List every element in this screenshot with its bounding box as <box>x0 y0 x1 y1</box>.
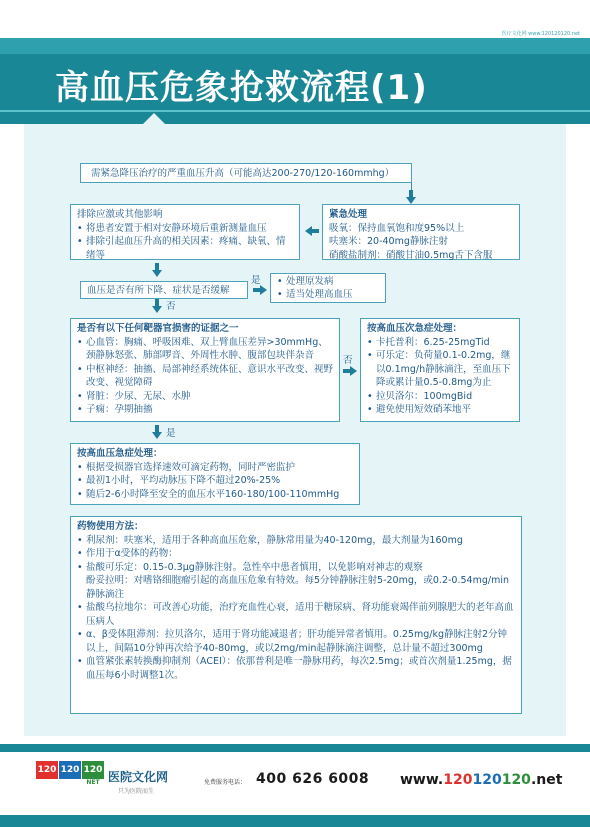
list-item: • 避免使用短效硝苯地平 <box>367 403 513 417</box>
drugs-box <box>70 516 522 714</box>
arrow-down-icon <box>152 263 162 277</box>
list-item: • α、β受体阻滞剂：拉贝洛尔，适用于肾功能减退者；肝功能异常者慎用。0.25mg/kg静脉注射2分钟以上，间隔10分钟再次给予40-80mg，或以2mg/min起静脉滴注调整，总计量不超过300mg <box>77 628 515 655</box>
brand-name: 医院文化网 <box>108 770 169 784</box>
emergency-line: 硝酸盐制剂：硝酸甘油0.5mg舌下含服 <box>329 249 493 261</box>
organ-heading: 是否有以下任何靶器官损害的证据之一 <box>77 323 239 334</box>
logo-block: 120 <box>36 761 58 779</box>
list-item: • 随后2-6小时降至安全的血压水平160-180/100-110mmHg <box>77 488 353 502</box>
yes-label: 是 <box>166 428 176 439</box>
list-item: • 利尿剂：呋塞米，适用于各种高血压危象，静脉常用量为40-120mg，最大剂量为160mg <box>77 534 515 548</box>
hotline-label: 免费服务电话： <box>204 779 247 786</box>
list-item: • 血管紧张素转换酶抑制剂（ACEI）：依那普利是唯一静脉用药，每次2.5mg；或首次剂量1.25mg，据血压每6小时调整1次。 <box>77 655 515 682</box>
arrow-left-icon <box>305 226 319 236</box>
urgency-box <box>360 318 520 422</box>
exclude-heading: 排除应激或其他影响 <box>77 209 163 220</box>
logo-net: NET <box>86 779 100 786</box>
arrow-down-icon <box>152 425 162 439</box>
list-item: • 拉贝洛尔：100mgBid <box>367 390 513 404</box>
list-item: • 中枢神经：抽搐、局部神经系统体征、意识水平改变、视野改变、视觉障碍 <box>77 363 333 390</box>
phentolamine-text: 酚妥拉明：对嗜铬细胞瘤引起的高血压危象有特效。每5分钟静脉注射5-20mg，或0.2-0.54mg/min静脉滴注 <box>86 575 509 600</box>
start-box <box>80 163 412 183</box>
yes-label: 是 <box>251 275 261 286</box>
top-meta: 医疗文化网 www.120120120.net <box>501 31 580 37</box>
logo-block: 120 <box>59 761 81 779</box>
list-item: • 最初1小时，平均动脉压下降不超过20%-25% <box>77 474 353 488</box>
treatment-heading: 按高血压急症处理： <box>77 448 163 459</box>
list-item: • 将患者安置于相对安静环境后重新测量血压 <box>77 222 293 236</box>
list-item: • 子痫：孕期抽搐 <box>77 403 333 417</box>
arrow-right-icon <box>343 366 357 376</box>
urgency-heading: 按高血压次急症处理： <box>367 323 463 334</box>
decision-text: 血压是否有所下降、症状是否缓解 <box>87 285 230 296</box>
list-item: • 卡托普利：6.25-25mgTid <box>367 336 513 350</box>
emergency-box <box>322 204 520 260</box>
brand-tagline: 只为医院而生 <box>118 788 155 795</box>
organ-damage-box <box>70 318 340 422</box>
bottom-bar <box>0 815 590 827</box>
yes-box <box>270 273 386 303</box>
header-accent <box>0 38 590 54</box>
arrow-down-icon <box>152 299 162 313</box>
site-prefix: www. <box>400 772 444 788</box>
list-item: • 心血管：胸痛、呼吸困难、双上臂血压差异>30mmHg、颈静脉怒张、肺部啰音、外周性水肿、腹部包块伴杂音 <box>77 336 333 363</box>
list-item: • 适当处理高血压 <box>277 289 379 302</box>
list-item: • 处理原发病 <box>277 276 379 289</box>
drugs-heading: 药物使用方法： <box>77 521 144 532</box>
emergency-treatment-box <box>70 443 360 505</box>
panel-notch <box>142 113 166 125</box>
list-item: • 盐酸乌拉地尔：可改善心功能，治疗充血性心衰，适用于糖尿病、肾功能衰竭伴前列腺肥大的老年高血压病人 <box>77 601 515 628</box>
list-item: • 盐酸可乐定：0.15-0.3μg静脉注射。急性卒中患者慎用，以免影响对神志的观察 <box>77 561 515 575</box>
list-item: • 肾脏：少尿、无尿、水肿 <box>77 390 333 404</box>
hotline-number: 400 626 6008 <box>256 771 370 787</box>
no-label: 否 <box>343 355 353 366</box>
arrow-down-icon <box>406 190 416 204</box>
emergency-line: 呋塞米：20-40mg静脉注射 <box>329 236 448 247</box>
exclude-box <box>70 204 300 260</box>
start-text: 需紧急降压治疗的严重血压升高（可能高达200-270/120-160mmhg） <box>91 168 395 179</box>
no-label: 否 <box>166 301 176 312</box>
site-suffix: .net <box>530 772 563 788</box>
list-item: • 根据受损器官选择速效可滴定药物，同时严密监护 <box>77 461 353 475</box>
arrow-right-icon <box>253 285 267 295</box>
title-divider <box>0 110 590 112</box>
emergency-line: 吸氧：保持血氧饱和度95%以上 <box>329 222 465 234</box>
website-url <box>400 772 562 788</box>
site-part: 120 <box>443 772 473 788</box>
list-item: • 可乐定：负荷量0.1-0.2mg，继以0.1mg/h静脉滴注，至血压下降或累计量0.5-0.8mg为止 <box>367 349 513 390</box>
emergency-heading: 紧急处理 <box>329 209 368 220</box>
list-item: • 作用于α受体的药物： <box>77 547 515 561</box>
page-title: 高血压危象抢救流程(1) <box>55 68 428 108</box>
site-part: 120 <box>501 772 531 788</box>
decision-box <box>80 281 248 299</box>
logo-block: 120 <box>82 761 104 779</box>
site-part: 120 <box>472 772 502 788</box>
list-item: • 排除引起血压升高的相关因素：疼痛、缺氧、情绪等 <box>77 235 293 262</box>
